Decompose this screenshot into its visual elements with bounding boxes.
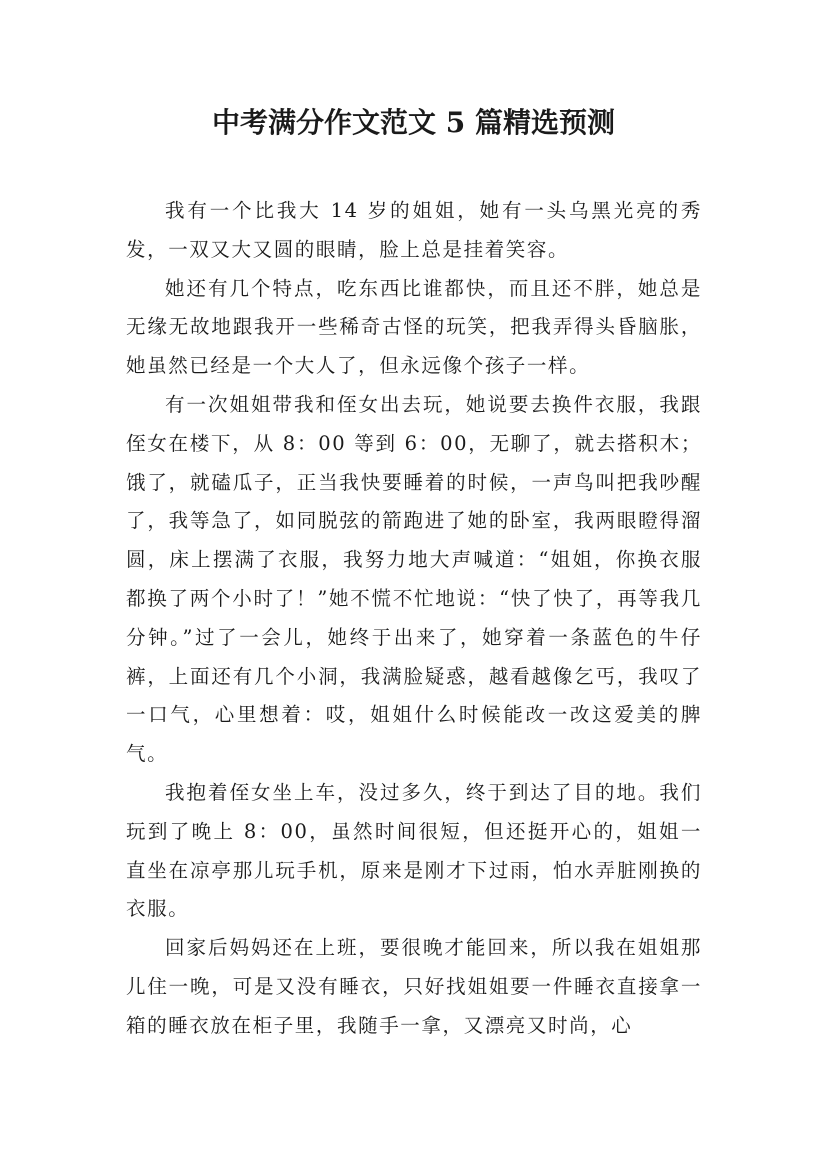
paragraph: 我抱着侄女坐上车，没过多久，终于到达了目的地。我们玩到了晚上 8：00，虽然时间很短，但还挺开心的，姐姐一直坐在凉亭那儿玩手机，原来是刚才下过雨，怕水弄脏刚换的衣服。 — [126, 780, 702, 921]
paragraph: 我有一个比我大 14 岁的姐姐，她有一头乌黑光亮的秀发，一双又大又圆的眼睛，脸上总是挂着笑容。 — [126, 199, 702, 261]
paragraph: 有一次姐姐带我和侄女出去玩，她说要去换件衣服，我跟侄女在楼下，从 8：00 等到 6：00，无聊了，就去搭积木；饿了，就磕瓜子，正当我快要睡着的时候，一声鸟叫把我吵醒了，我等急了，如同脱弦的箭跑进了她的卧室，我两眼瞪得溜圆，床上摆满了衣服，我努力地大声喊道：“姐姐，你换衣服都换了两个小时了！”她不慌不忙地说：“快了快了，再等我几分钟。”过了一会儿，她终于出来了，她穿着一条蓝色的牛仔裤，上面还有几个小洞，我满脸疑惑，越看越像乞丐，我叹了一口气，心里想着：哎，姐姐什么时候能改一改这爱美的脾气。 — [126, 392, 702, 766]
document-title: 中考满分作文范文 5 篇精选预测 — [212, 106, 615, 139]
document-body — [126, 192, 702, 1046]
paragraph: 她还有几个特点，吃东西比谁都快，而且还不胖，她总是无缘无故地跟我开一些稀奇古怪的玩笑，把我弄得头昏脑胀，她虽然已经是一个大人了，但永远像个孩子一样。 — [126, 276, 702, 378]
paragraph: 回家后妈妈还在上班，要很晚才能回来，所以我在姐姐那儿住一晚，可是又没有睡衣，只好找姐姐要一件睡衣直接拿一箱的睡衣放在柜子里，我随手一拿，又漂亮又时尚，心 — [126, 936, 702, 1037]
